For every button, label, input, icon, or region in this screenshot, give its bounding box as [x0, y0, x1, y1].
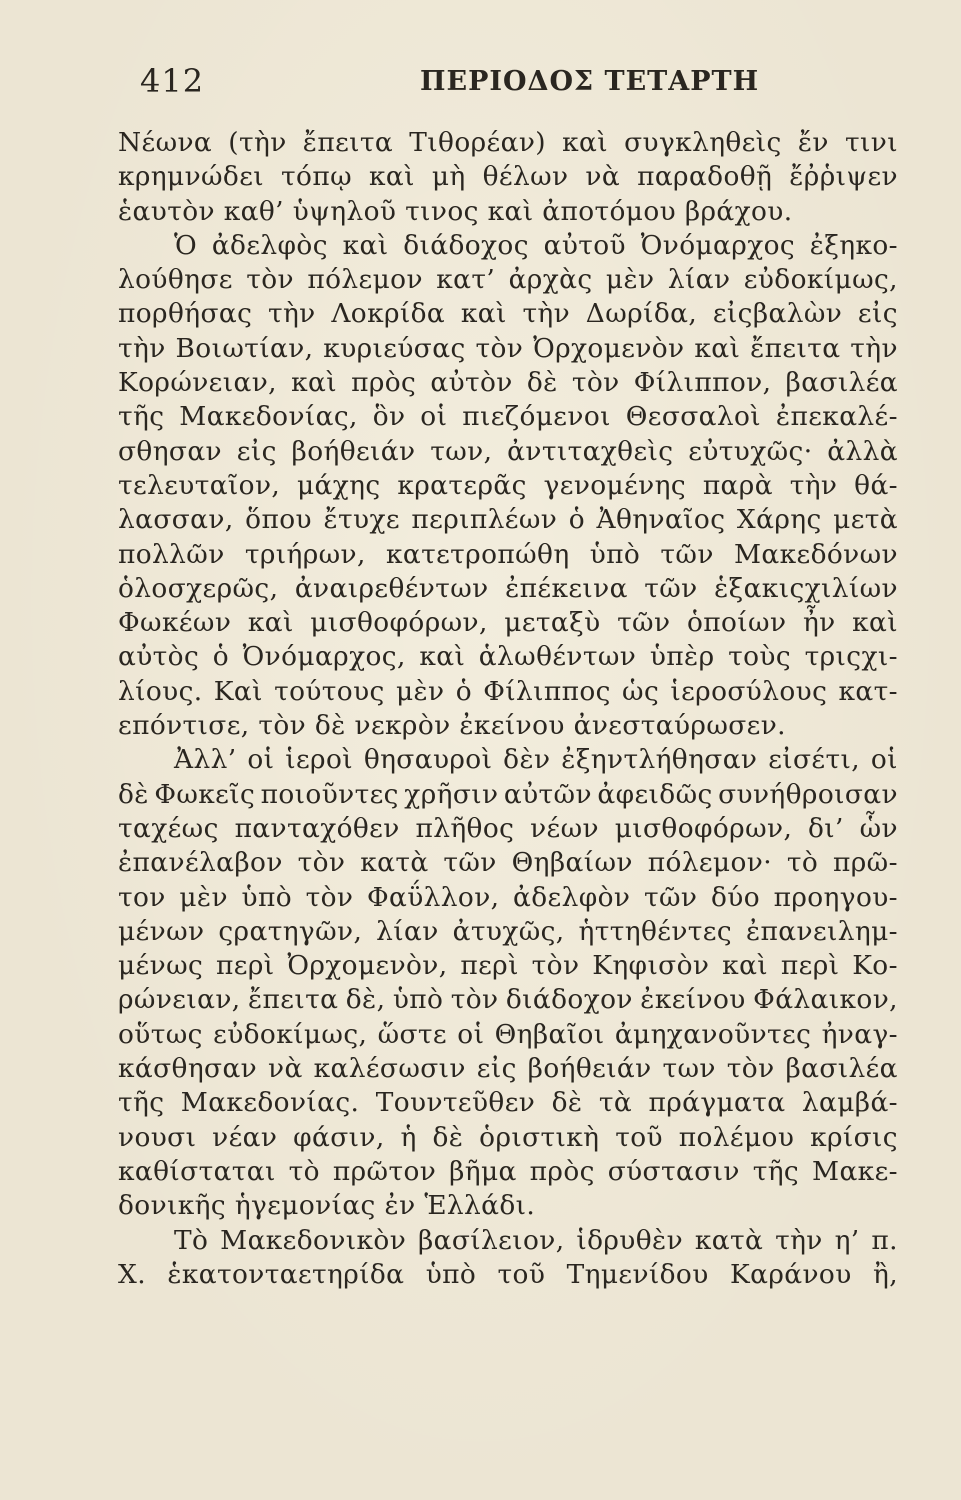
text-line: Τὸ Μακεδονικὸν βασίλειον, ἱδρυθὲν κατὰ τὴν η’ π.: [174, 1224, 898, 1256]
text-line: τῆς Μακεδονίας, ὃν οἱ πιεζόμενοι Θεσσαλοὶ ἐπεκαλέ-: [118, 401, 898, 433]
text-line: Φωκέων καὶ μισθοφόρων, μεταξὺ τῶν ὁποίων ἦν καὶ: [118, 607, 898, 639]
body-text: [118, 126, 898, 1292]
text-line: αὐτὸς ὁ Ὀνόμαρχος, καὶ ἁλωθέντων ὑπὲρ τοὺς τριςχι-: [118, 641, 898, 673]
text-line: μένως περὶ Ὀρχομενὸν, περὶ τὸν Κηφισὸν καὶ περὶ Κο-: [118, 950, 898, 982]
text-line: λίους. Καὶ τούτους μὲν ὁ Φίλιππος ὡς ἱεροσύλους κατ-: [118, 675, 898, 707]
text-line: οὕτως εὐδοκίμως, ὥστε οἱ Θηβαῖοι ἀμηχανοῦντες ἠναγ-: [118, 1018, 898, 1050]
text-line: πορθήσας τὴν Λοκρίδα καὶ τὴν Δωρίδα, εἰςβαλὼν εἰς: [118, 298, 898, 330]
text-line: νουσι νέαν φάσιν, ἡ δὲ ὁριστικὴ τοῦ πολέμου κρίσις: [118, 1121, 898, 1153]
text-line: Ὁ ἀδελφὸς καὶ διάδοχος αὐτοῦ Ὀνόμαρχος ἐξηκο-: [174, 229, 898, 261]
text-line: ὁλοσχερῶς, ἀναιρεθέντων ἐπέκεινα τῶν ἑξακιςχιλίων: [118, 572, 898, 604]
text-line: Χ. ἑκατονταετηρίδα ὑπὸ τοῦ Τημενίδου Καράνου ἢ,: [118, 1258, 898, 1290]
text-line: ταχέως πανταχόθεν πλῆθος νέων μισθοφόρων, δι’ ὧν: [118, 812, 898, 844]
text-line: τὴν Βοιωτίαν, κυριεύσας τὸν Ὀρχομενὸν καὶ ἔπειτα τὴν: [118, 332, 898, 364]
text-line: λούθησε τὸν πόλεμον κατ’ ἀρχὰς μὲν λίαν εὐδοκίμως,: [118, 264, 898, 296]
text-line: μένων ςρατηγῶν, λίαν ἀτυχῶς, ἡττηθέντες ἐπανειλημ-: [118, 915, 898, 947]
text-line: τον μὲν ὑπὸ τὸν Φαΰλλον, ἀδελφὸν τῶν δύο προηγου-: [118, 881, 898, 913]
text-line: κάσθησαν νὰ καλέσωσιν εἰς βοήθειάν των τὸν βασιλέα: [118, 1053, 898, 1085]
running-title: ΠΕΡΙΟΔΟΣ ΤΕΤΑΡΤΗ: [420, 66, 760, 97]
text-line: ἑαυτὸν καθ’ ὑψηλοῦ τινος καὶ ἀποτόμου βράχου.: [118, 195, 793, 227]
text-line: Νέωνα (τὴν ἔπειτα Τιθορέαν) καὶ συγκληθεὶς ἔν τινι: [118, 127, 898, 158]
text-line: δὲ Φωκεῖς ποιοῦντες χρῆσιν αὐτῶν ἀφειδῶς συνήθροισαν: [118, 778, 898, 810]
text-line: τελευταῖον, μάχης κρατερᾶς γενομένης παρὰ τὴν θά-: [118, 469, 898, 501]
page-number: 412: [140, 62, 205, 100]
text-line: ἐπανέλαβον τὸν κατὰ τῶν Θηβαίων πόλεμον· τὸ πρῶ-: [118, 847, 898, 879]
text-line: τῆς Μακεδονίας. Τουντεῦθεν δὲ τὰ πράγματα λαμβά-: [118, 1087, 898, 1119]
text-line: δονικῆς ἡγεμονίας ἐν Ἑλλάδι.: [118, 1190, 536, 1222]
text-line: σθησαν εἰς βοήθειάν των, ἀντιταχθεὶς εὐτυχῶς· ἀλλὰ: [118, 435, 898, 467]
text-line: επόντισε, τὸν δὲ νεκρὸν ἐκείνου ἀνεσταύρωσεν.: [118, 710, 786, 742]
running-head: [140, 62, 821, 102]
text-line: κρημνώδει τόπῳ καὶ μὴ θέλων νὰ παραδοθῇ ἔῤῥιψεν: [118, 161, 898, 193]
text-line: Κορώνειαν, καὶ πρὸς αὐτὸν δὲ τὸν Φίλιππον, βασιλέα: [118, 367, 898, 399]
text-line: πολλῶν τριήρων, κατετροπώθη ὑπὸ τῶν Μακεδόνων: [118, 538, 898, 570]
text-line: λασσαν, ὅπου ἔτυχε περιπλέων ὁ Ἀθηναῖος Χάρης μετὰ: [118, 504, 898, 536]
text-line: Ἀλλ’ οἱ ἱεροὶ θησαυροὶ δὲν ἐξηντλήθησαν εἰσέτι, οἱ: [174, 744, 898, 776]
text-line: καθίσταται τὸ πρῶτον βῆμα πρὸς σύστασιν τῆς Μακε-: [118, 1155, 898, 1187]
text-line: ρώνειαν, ἔπειτα δὲ, ὑπὸ τὸν διάδοχον ἐκείνου Φάλαικον,: [118, 984, 898, 1016]
